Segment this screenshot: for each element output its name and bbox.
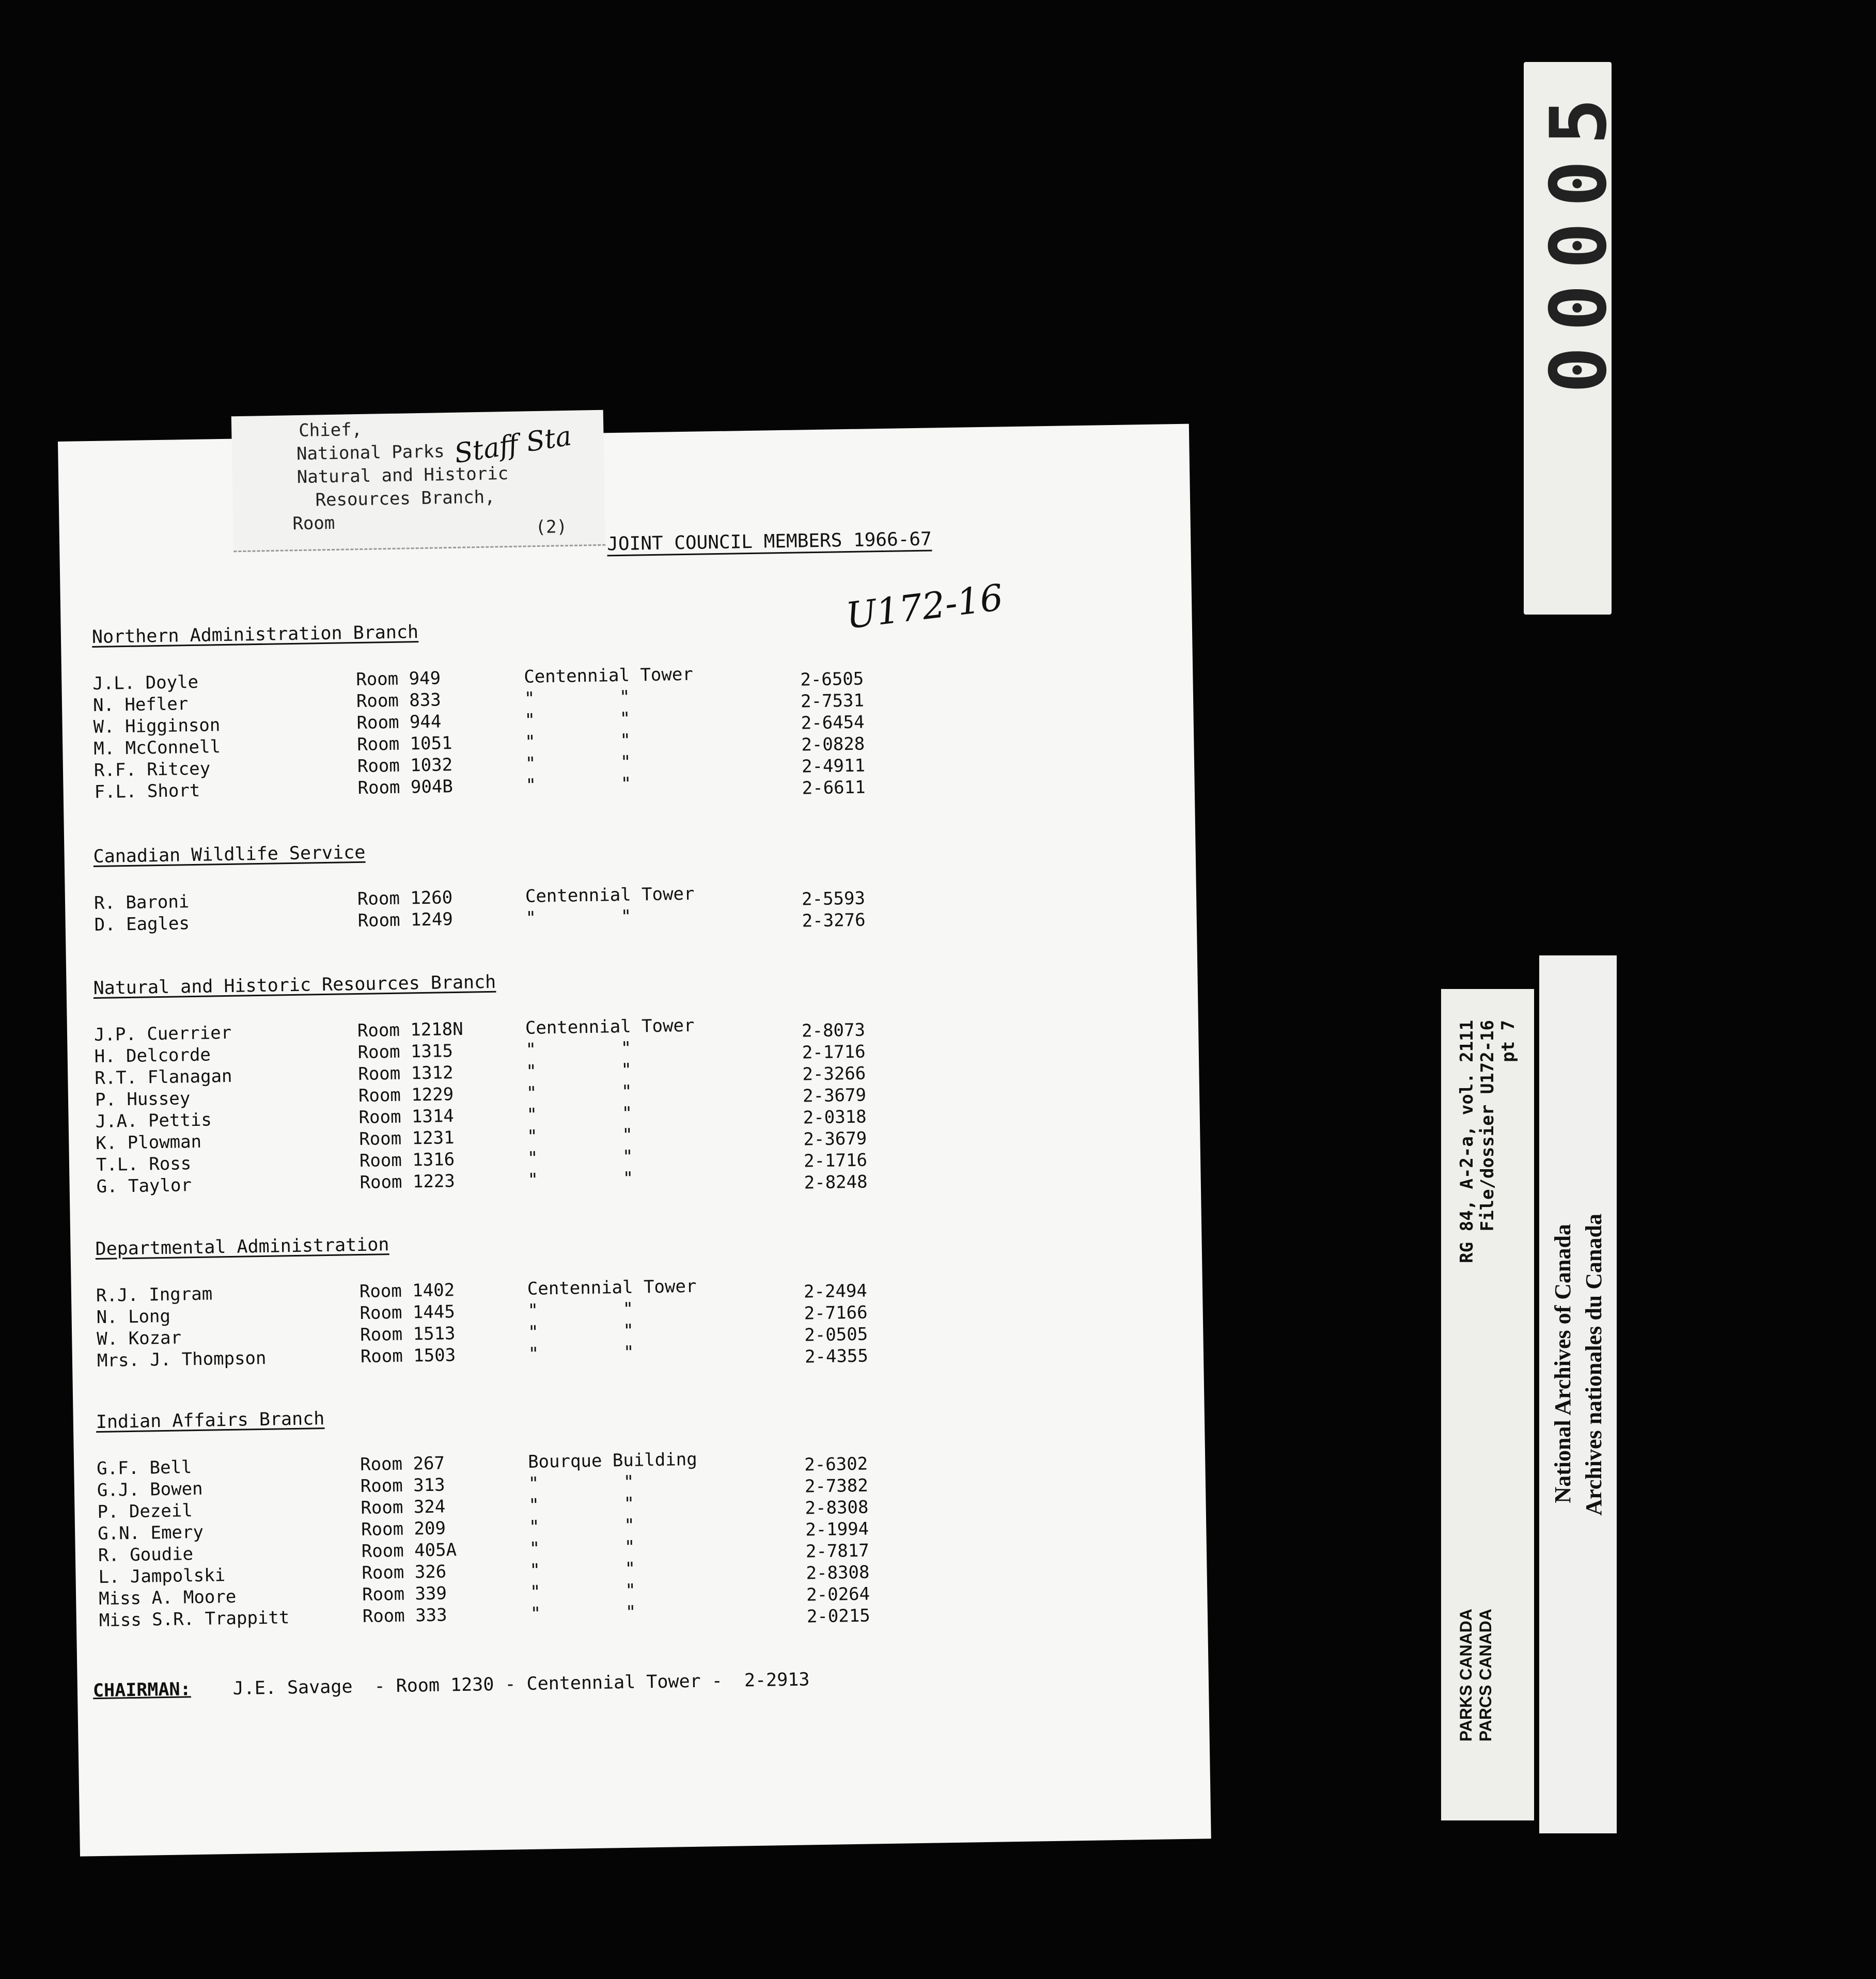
member-phone: 2-6505 bbox=[800, 668, 864, 690]
member-building: " " bbox=[527, 1320, 634, 1343]
member-name: N. Long bbox=[96, 1306, 171, 1328]
member-phone: 2-0318 bbox=[803, 1106, 867, 1128]
member-room: Room 944 bbox=[356, 711, 442, 733]
member-phone: 2-3266 bbox=[802, 1063, 866, 1085]
member-name: J.L. Doyle bbox=[92, 671, 199, 694]
chairman-line bbox=[93, 1669, 810, 1701]
member-phone: 2-6302 bbox=[804, 1453, 868, 1475]
routing-line: National Parks bbox=[296, 441, 445, 465]
member-name: Mrs. J. Thompson bbox=[97, 1347, 267, 1372]
member-room: Room 1315 bbox=[357, 1041, 454, 1063]
member-building: " " bbox=[528, 1515, 635, 1537]
member-building: Centennial Tower bbox=[527, 1276, 697, 1299]
archive-file: File/dossier U172-16 bbox=[1477, 1020, 1498, 1232]
member-building: " " bbox=[526, 1124, 633, 1147]
member-name: G.F. Bell bbox=[96, 1457, 192, 1480]
member-room: Room 1223 bbox=[359, 1171, 456, 1193]
member-phone: 2-4355 bbox=[804, 1345, 869, 1368]
member-phone: 2-6454 bbox=[801, 712, 865, 734]
member-phone: 2-1716 bbox=[802, 1041, 866, 1063]
member-room: Room 1032 bbox=[357, 755, 453, 777]
member-phone: 2-5593 bbox=[801, 888, 866, 910]
member-room: Room 1051 bbox=[356, 733, 452, 755]
member-building: " " bbox=[527, 1298, 634, 1321]
member-building: " " bbox=[528, 1471, 634, 1494]
member-building: " " bbox=[525, 773, 632, 796]
member-name: T.L. Ross bbox=[96, 1153, 192, 1176]
member-building: " " bbox=[528, 1493, 635, 1516]
member-room: Room 1316 bbox=[359, 1149, 455, 1171]
member-phone: 2-7166 bbox=[804, 1302, 868, 1324]
member-name: J.P. Cuerrier bbox=[93, 1022, 232, 1046]
agency-fr: PARCS CANADA bbox=[1476, 1609, 1495, 1742]
frame-number-strip bbox=[1524, 62, 1624, 615]
member-building: " " bbox=[527, 1168, 634, 1190]
member-room: Room 209 bbox=[361, 1518, 446, 1541]
member-name: D. Eagles bbox=[94, 913, 190, 936]
member-room: Room 313 bbox=[360, 1474, 445, 1497]
member-phone: 2-6611 bbox=[802, 777, 866, 799]
member-phone: 2-3276 bbox=[802, 909, 866, 932]
member-building: " " bbox=[524, 730, 631, 752]
member-room: Room 405A bbox=[361, 1540, 457, 1562]
member-room: Room 1314 bbox=[358, 1106, 455, 1128]
member-name: W. Kozar bbox=[96, 1327, 182, 1350]
member-room: Room 1445 bbox=[359, 1301, 456, 1324]
routing-line: Room bbox=[292, 512, 335, 535]
section-title: Natural and Historic Resources Branch bbox=[93, 971, 496, 999]
section-title: Indian Affairs Branch bbox=[96, 1408, 325, 1433]
member-building: " " bbox=[525, 751, 631, 774]
member-name: N. Hefler bbox=[92, 694, 189, 716]
member-phone: 2-8308 bbox=[806, 1562, 870, 1584]
member-phone: 2-7531 bbox=[800, 690, 865, 712]
section-title: Northern Administration Branch bbox=[91, 622, 419, 648]
frame-number: 00005 bbox=[1534, 83, 1624, 394]
member-phone: 2-0264 bbox=[806, 1583, 870, 1606]
member-building: " " bbox=[525, 906, 632, 929]
member-name: G.J. Bowen bbox=[97, 1478, 203, 1501]
member-building: " " bbox=[529, 1558, 636, 1581]
archives-stamp bbox=[1539, 955, 1617, 1833]
member-phone: 2-4911 bbox=[801, 755, 866, 777]
member-name: M. McConnell bbox=[93, 736, 221, 759]
member-room: Room 1249 bbox=[357, 909, 454, 931]
member-phone: 2-7817 bbox=[805, 1540, 870, 1562]
member-room: Room 949 bbox=[355, 668, 441, 690]
routing-line: Chief, bbox=[298, 419, 363, 442]
member-building: Centennial Tower bbox=[523, 664, 694, 687]
member-building: Bourque Building bbox=[527, 1449, 697, 1472]
member-building: " " bbox=[525, 1059, 632, 1082]
member-building: " " bbox=[524, 686, 630, 709]
routing-copies: (2) bbox=[535, 516, 568, 538]
member-name: L. Jampolski bbox=[98, 1565, 226, 1588]
member-name: Miss A. Moore bbox=[98, 1586, 237, 1610]
member-phone: 2-8308 bbox=[805, 1497, 869, 1519]
member-name: P. Hussey bbox=[95, 1088, 191, 1111]
archives-stamp-en: National Archives of Canada bbox=[1550, 1224, 1575, 1503]
routing-slip bbox=[231, 410, 605, 553]
member-building: " " bbox=[524, 708, 631, 731]
member-building: " " bbox=[527, 1146, 633, 1169]
member-name: R.J. Ingram bbox=[96, 1283, 213, 1307]
member-room: Room 333 bbox=[362, 1605, 447, 1627]
member-building: " " bbox=[528, 1342, 634, 1364]
document-title: JOINT COUNCIL MEMBERS 1966-67 bbox=[607, 528, 932, 556]
member-building: Centennial Tower bbox=[525, 883, 695, 907]
member-room: Room 339 bbox=[362, 1583, 447, 1606]
member-phone: 2-3679 bbox=[802, 1085, 867, 1107]
member-room: Room 1312 bbox=[357, 1062, 454, 1085]
agency-en: PARKS CANADA bbox=[1457, 1609, 1475, 1742]
member-building: " " bbox=[529, 1536, 635, 1559]
member-name: R.F. Ritcey bbox=[93, 758, 211, 781]
member-name: R. Baroni bbox=[93, 891, 190, 914]
member-phone: 2-3679 bbox=[803, 1128, 867, 1150]
member-building: " " bbox=[530, 1601, 636, 1624]
member-room: Room 1229 bbox=[358, 1084, 454, 1107]
member-room: Room 1513 bbox=[359, 1323, 456, 1346]
document-page bbox=[58, 424, 1211, 1857]
member-room: Room 1402 bbox=[359, 1280, 455, 1302]
member-phone: 2-7382 bbox=[804, 1475, 869, 1497]
member-building: " " bbox=[526, 1081, 632, 1104]
member-name: J.A. Pettis bbox=[95, 1109, 212, 1133]
member-phone: 2-8248 bbox=[804, 1171, 868, 1193]
member-name: R. Goudie bbox=[98, 1544, 194, 1566]
archive-reference-label bbox=[1441, 989, 1534, 1820]
member-room: Room 1218N bbox=[357, 1018, 463, 1042]
member-building: " " bbox=[525, 1038, 632, 1060]
member-room: Room 904B bbox=[357, 776, 454, 798]
member-name: K. Plowman bbox=[96, 1131, 202, 1154]
routing-line: Natural and Historic bbox=[296, 463, 509, 488]
member-name: F.L. Short bbox=[94, 780, 200, 803]
member-room: Room 833 bbox=[356, 689, 442, 712]
archive-part: pt 7 bbox=[1498, 1020, 1519, 1062]
member-room: Room 1503 bbox=[360, 1345, 456, 1368]
member-name: G. Taylor bbox=[96, 1175, 192, 1198]
member-phone: 2-1716 bbox=[803, 1150, 868, 1172]
member-room: Room 324 bbox=[361, 1496, 446, 1519]
member-name: H. Delcorde bbox=[94, 1044, 211, 1067]
member-room: Room 267 bbox=[359, 1453, 445, 1475]
member-room: Room 326 bbox=[362, 1561, 447, 1584]
member-name: Miss S.R. Trappitt bbox=[99, 1607, 290, 1631]
member-phone: 2-0215 bbox=[806, 1605, 871, 1627]
file-annotation: U172-16 bbox=[843, 576, 1006, 637]
chairman-text: J.E. Savage - Room 1230 - Centennial Tower - 2-2913 bbox=[232, 1669, 810, 1699]
section-title: Departmental Administration bbox=[95, 1234, 389, 1260]
archive-reference: RG 84, A-2-a, vol. 2111 bbox=[1457, 1020, 1477, 1263]
member-room: Room 1231 bbox=[358, 1127, 455, 1150]
routing-line: Resources Branch, bbox=[315, 486, 495, 511]
member-building: " " bbox=[529, 1580, 636, 1603]
member-name: W. Higginson bbox=[93, 715, 221, 737]
section-title: Canadian Wildlife Service bbox=[93, 842, 366, 868]
member-name: G.N. Emery bbox=[97, 1521, 204, 1545]
chairman-label: CHAIRMAN: bbox=[92, 1679, 191, 1702]
routing-handwritten: Staff Sta bbox=[452, 420, 574, 470]
member-building: Centennial Tower bbox=[525, 1015, 695, 1039]
member-phone: 2-2494 bbox=[803, 1280, 868, 1302]
member-name: R.T. Flanagan bbox=[95, 1065, 232, 1089]
member-phone: 2-0505 bbox=[804, 1324, 868, 1346]
member-room: Room 1260 bbox=[357, 887, 453, 909]
member-phone: 2-1994 bbox=[805, 1518, 869, 1541]
member-name: P. Dezeil bbox=[97, 1500, 193, 1523]
member-phone: 2-8073 bbox=[801, 1019, 866, 1042]
member-phone: 2-0828 bbox=[801, 733, 865, 756]
archives-stamp-fr: Archives nationales du Canada bbox=[1581, 1214, 1606, 1516]
member-building: " " bbox=[526, 1103, 633, 1125]
